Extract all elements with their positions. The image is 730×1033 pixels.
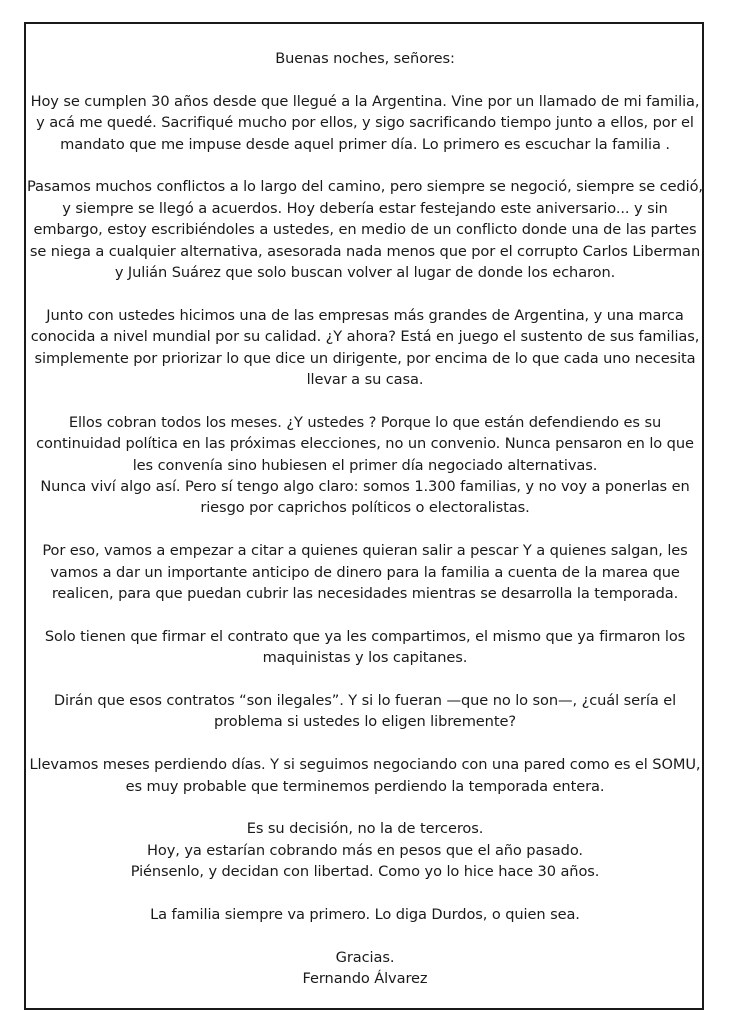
paragraph-families: Nunca viví algo así. Pero sí tengo algo claro: somos 1.300 familias, y no voy a ponerlas en riesgo por caprichos políticos o electoralistas. xyxy=(40,478,690,517)
line-family-first: La familia siempre va primero. Lo diga Durdos, o quien sea. xyxy=(150,906,580,924)
paragraph-anniversary: Hoy se cumplen 30 años desde que llegué a la Argentina. Vine por un llamado de mi familia, y acá me quedé. Sacrifiqué mucho por ellos, y sigo sacrificando tiempo junto a ellos, por el mandato que me impuse desde aquel primer día. Lo primero es escuchar la familia . xyxy=(30,92,700,153)
paragraph-company: Junto con ustedes hicimos una de las empresas más grandes de Argentina, y una marca conocida a nivel mundial por su calidad. ¿Y ahora? Está en juego el sustento de sus familias, simplemente por priorizar lo que dice un dirigente, por encima de lo que cada uno necesita llevar a su casa. xyxy=(30,306,700,389)
paragraph-season: Llevamos meses perdiendo días. Y si seguimos negociando con una pared como es el SOMU, es muy probable que terminemos perdiendo la temporada entera. xyxy=(29,756,701,795)
line-freedom: Piénsenlo, y decidan con libertad. Como yo lo hice hace 30 años. xyxy=(130,863,600,881)
greeting: Buenas noches, señores: xyxy=(275,50,455,67)
signature: Fernando Álvarez xyxy=(302,970,428,988)
paragraph-contract: Solo tienen que firmar el contrato que ya les compartimos, el mismo que ya firmaron los maquinistas y los capitanes. xyxy=(44,627,686,667)
paragraph-advance: Por eso, vamos a empezar a citar a quienes quieran salir a pescar Y a quienes salgan, les vamos a dar un importante anticipo de dinero para la familia a cuenta de la marea que realicen, para que puedan cubrir las necesidades mientras se desarrolla la temporada. xyxy=(42,542,688,603)
paragraph-conflicts: Pasamos muchos conflictos a lo largo del camino, pero siempre se negoció, siempre se cedió, y siempre se llegó a acuerdos. Hoy debería estar festejando este aniversario... y sin embargo, estoy escribiéndoles a ustedes, en medio de un conflicto donde una de las partes se niega a cualquier alternativa, asesorada nada menos que por el corrupto Carlos Liberman y Julián Suárez que solo buscan volver al lugar de donde los echaron. xyxy=(27,178,703,282)
line-decision: Es su decisión, no la de terceros. xyxy=(246,820,484,838)
letter-body xyxy=(26,48,704,990)
closing: Gracias. xyxy=(335,948,395,966)
paragraph-legality: Dirán que esos contratos “son ilegales”. Y si lo fueran —que no lo son—, ¿cuál sería el problema si ustedes lo eligen libremente? xyxy=(53,692,677,731)
line-earnings: Hoy, ya estarían cobrando más en pesos que el año pasado. xyxy=(147,841,583,859)
paragraph-politics: Ellos cobran todos los meses. ¿Y ustedes ? Porque lo que están defendiendo es su continuidad política en las próximas elecciones, no un convenio. Nunca pensaron en lo que les convenía sino hubiesen el primer día negociado alternativas. xyxy=(36,413,694,474)
